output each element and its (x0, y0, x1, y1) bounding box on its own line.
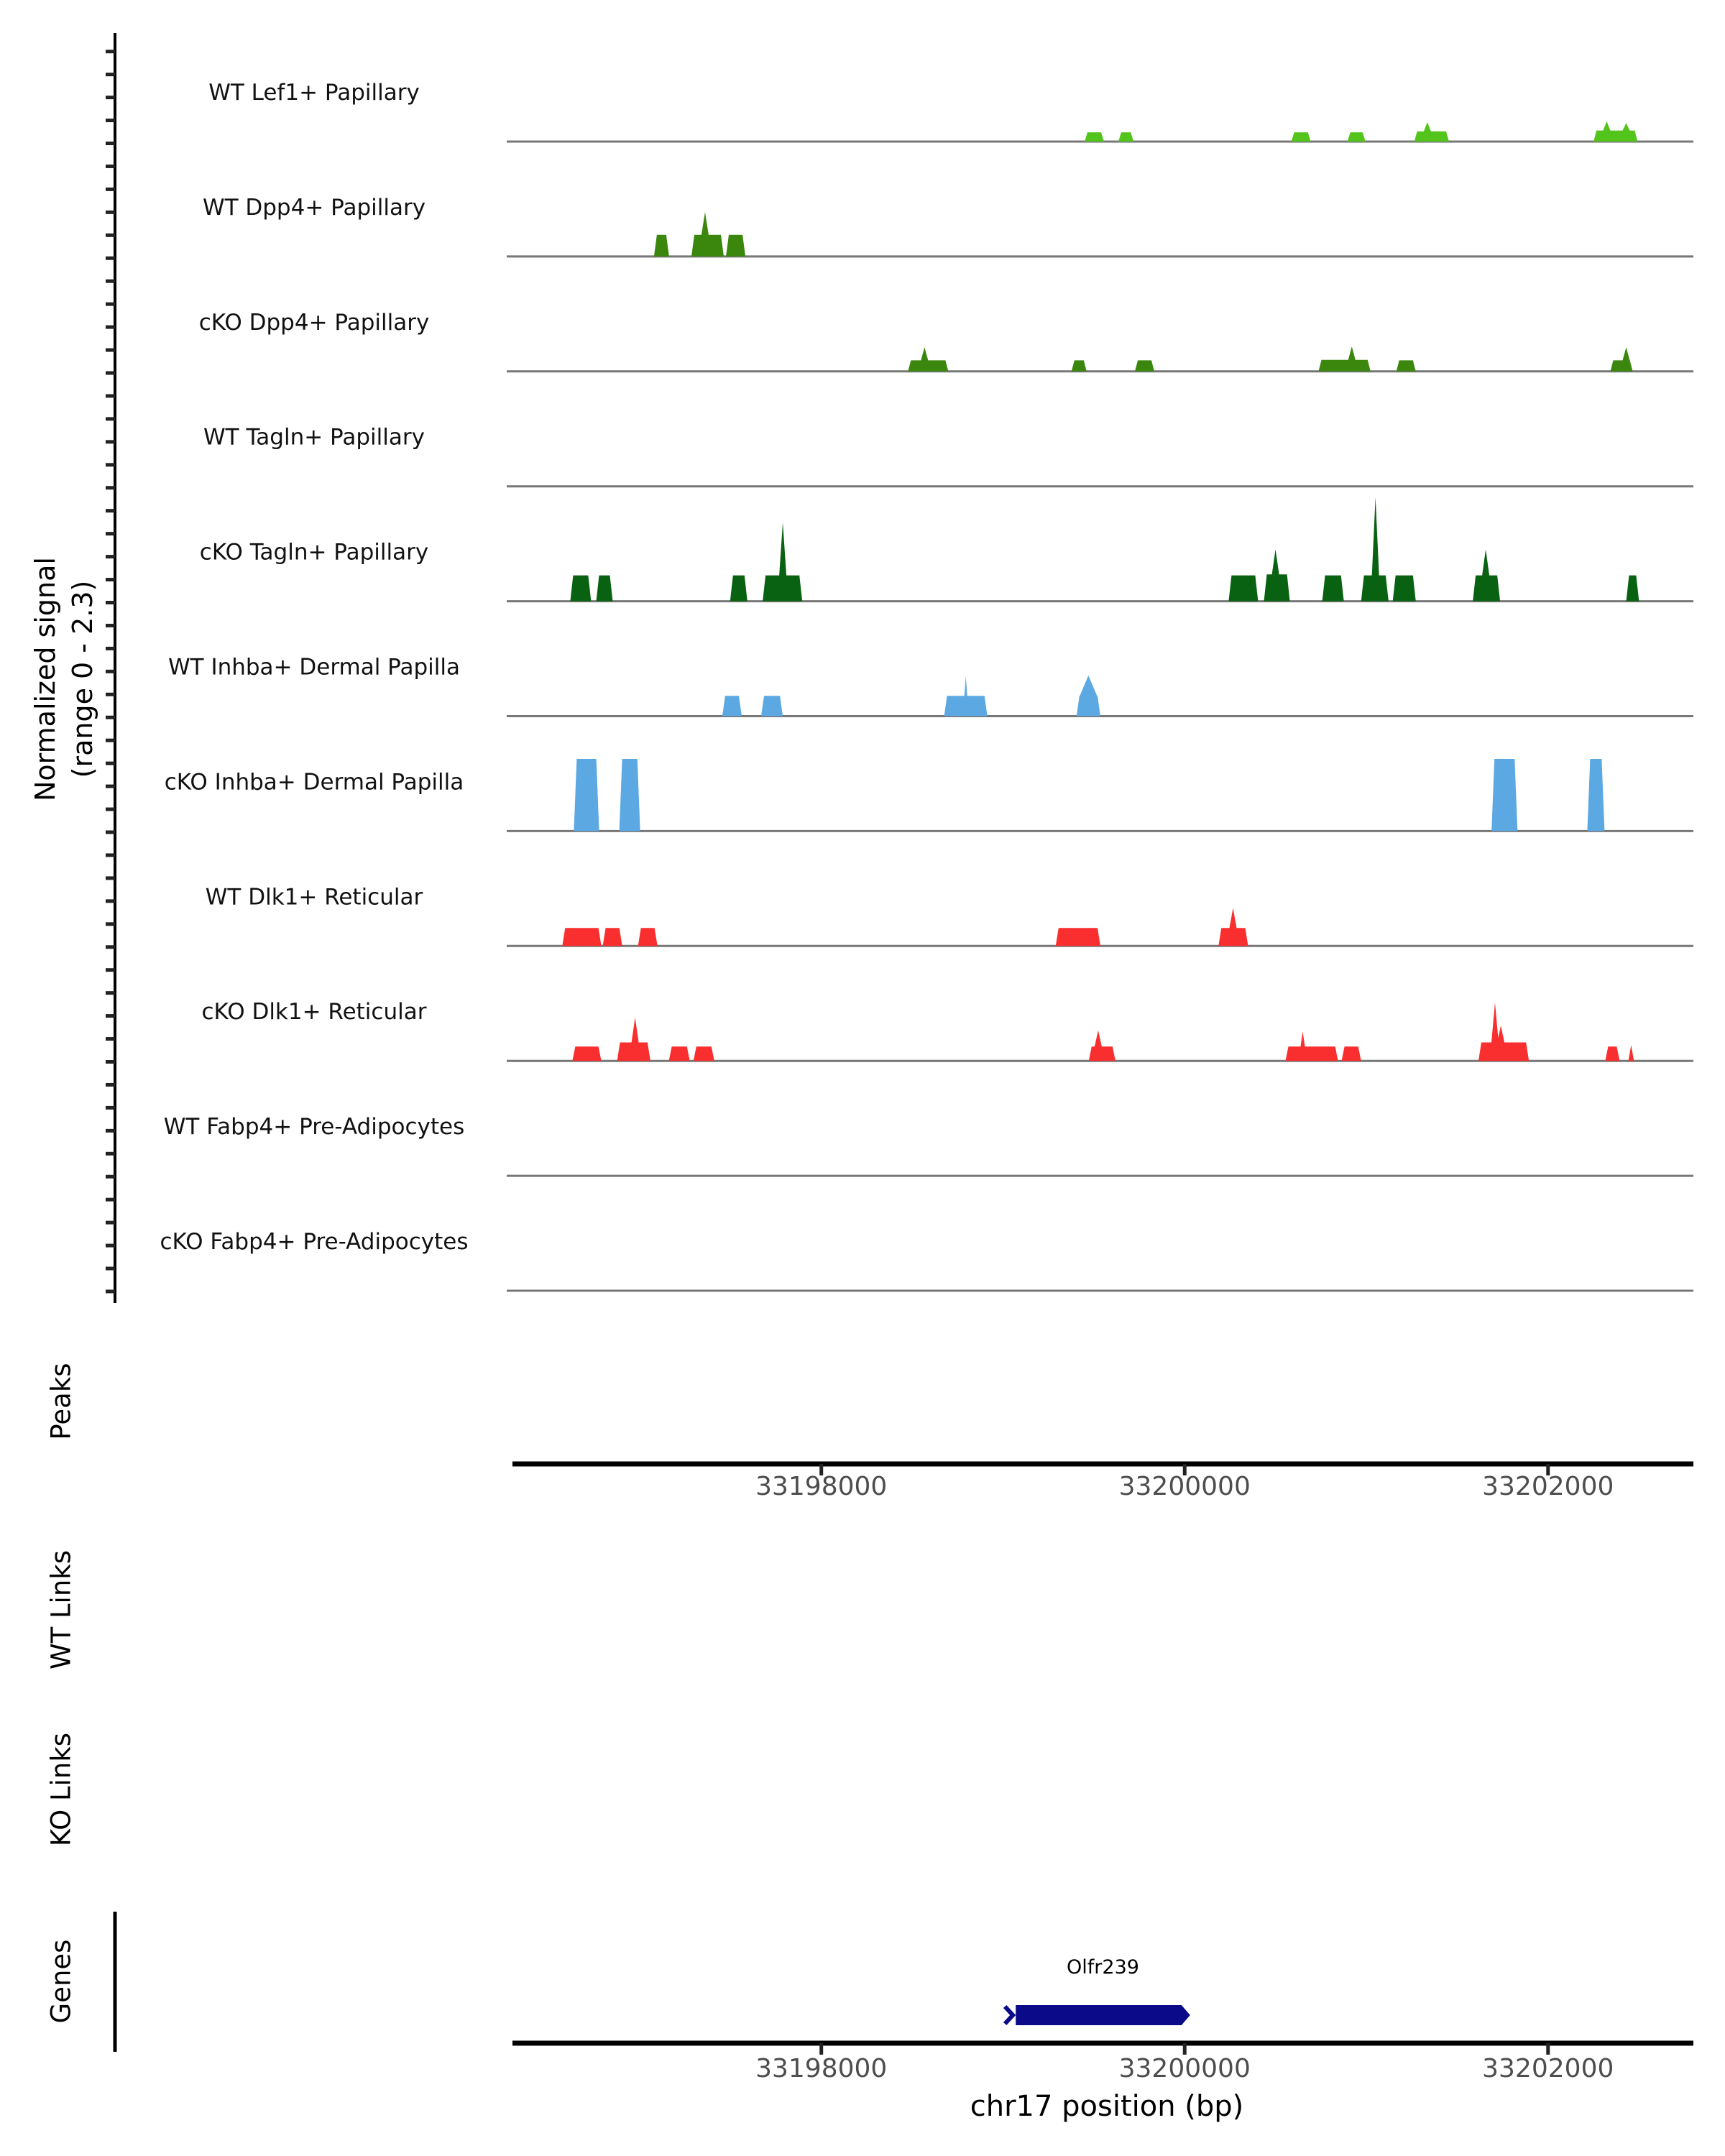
signal-peak (1056, 928, 1100, 946)
track-label: WT Fabp4+ Pre-Adipocytes (163, 1114, 465, 1141)
signal-peak (1118, 132, 1133, 142)
signal-peak (694, 1046, 714, 1061)
signal-peak (562, 928, 601, 946)
signal-peak (1264, 550, 1290, 602)
signal-peak (726, 235, 745, 257)
genomic-axis-tick-label: 33198000 (755, 1472, 888, 1501)
signal-peak (1292, 132, 1311, 142)
signal-peak (1361, 497, 1389, 602)
signal-peak (1473, 550, 1500, 602)
genomic-axis-tick-label: 33202000 (1482, 2054, 1614, 2083)
section-label-peaks: Peaks (45, 1363, 77, 1440)
signal-peak (574, 759, 599, 831)
signal-peak (572, 1046, 601, 1061)
signal-peak (1286, 1031, 1338, 1061)
signal-peak (1397, 360, 1416, 371)
signal-peak (763, 522, 802, 601)
signal-peak (761, 696, 783, 716)
genomic-axis-tick-label: 33200000 (1118, 2054, 1251, 2083)
section-label-ko-links: KO Links (45, 1732, 77, 1847)
track-label: WT Dpp4+ Papillary (202, 194, 426, 221)
signal-peak (669, 1046, 690, 1061)
x-axis-title: chr17 position (bp) (970, 2090, 1244, 2123)
genomic-axis-tick-label: 33202000 (1482, 1472, 1614, 1501)
y-axis-label-line1: Normalized signal (29, 557, 61, 801)
signal-peak (1627, 576, 1639, 602)
signal-peak (597, 576, 613, 602)
track-label: cKO Inhba+ Dermal Papilla (164, 769, 464, 796)
signal-peak (944, 676, 988, 716)
signal-peak (1491, 759, 1517, 831)
gene-strand-arrow-icon (1005, 2007, 1013, 2024)
signal-peak (1593, 121, 1637, 142)
signal-peak (1342, 1046, 1361, 1061)
signal-peak (570, 576, 591, 602)
signal-peak (1478, 1003, 1529, 1061)
signal-peak (1089, 1031, 1116, 1061)
track-label: cKO Fabp4+ Pre-Adipocytes (160, 1229, 469, 1255)
signal-peak (638, 928, 658, 946)
signal-peak (1072, 360, 1087, 371)
y-axis-label-line2: (range 0 - 2.3) (67, 580, 98, 778)
signal-peak (1085, 132, 1104, 142)
track-label: WT Dlk1+ Reticular (205, 884, 423, 911)
signal-peak (722, 696, 742, 716)
signal-peak (1135, 360, 1154, 371)
track-label: cKO Tagln+ Papillary (199, 539, 429, 566)
signal-peak (1393, 576, 1416, 602)
signal-peak (1605, 1046, 1619, 1061)
signal-peak (1629, 1045, 1634, 1061)
signal-peak (1414, 122, 1449, 142)
section-label-genes: Genes (45, 1939, 77, 2024)
signal-peak (603, 928, 622, 946)
signal-peak (1322, 576, 1344, 602)
signal-peak (691, 212, 724, 257)
section-label-wt-links: WT Links (45, 1550, 77, 1669)
signal-peak (908, 347, 948, 372)
genomic-axis-tick-label: 33198000 (755, 2054, 888, 2083)
signal-peak (730, 576, 748, 602)
signal-peak (1228, 576, 1258, 602)
signal-peak (620, 759, 640, 831)
signal-peak (1319, 346, 1371, 372)
signal-peak (1077, 676, 1100, 717)
signal-peak (1348, 132, 1366, 142)
track-label: cKO Dlk1+ Reticular (201, 999, 427, 1026)
track-label: WT Tagln+ Papillary (203, 424, 425, 451)
genomic-axis-tick-label: 33200000 (1118, 1472, 1251, 1501)
signal-peak (1218, 908, 1248, 946)
track-label: WT Inhba+ Dermal Papilla (168, 654, 460, 681)
signal-peak (654, 235, 669, 257)
signal-peak (1587, 759, 1604, 831)
gene-name-label: Olfr239 (1067, 1956, 1139, 1978)
signal-peak (617, 1018, 650, 1061)
gene-body (1016, 2005, 1190, 2025)
track-label: WT Lef1+ Papillary (208, 80, 420, 106)
signal-peak (1611, 347, 1633, 372)
track-label: cKO Dpp4+ Papillary (198, 309, 430, 336)
